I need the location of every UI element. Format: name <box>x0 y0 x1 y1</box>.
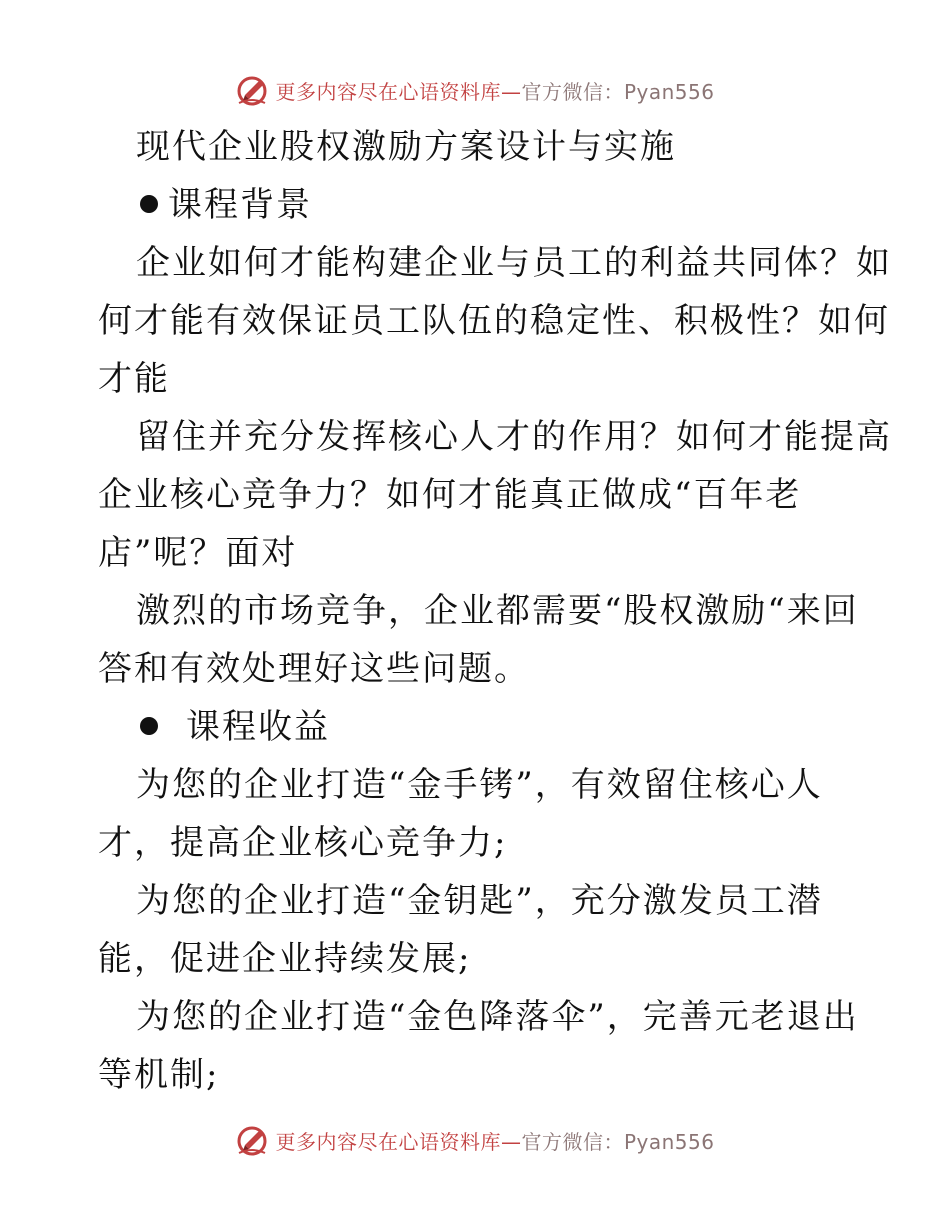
banner-content <box>235 1123 714 1157</box>
paragraph-line: 为您的企业打造“金色降落伞”，完善元老退出 <box>136 997 859 1037</box>
header-banner <box>0 70 950 110</box>
banner-text <box>275 1126 714 1155</box>
banner-wechat: 官方微信：Pyan556 <box>521 79 715 104</box>
paragraph-line: 等机制; <box>98 1055 220 1095</box>
banner-wechat: 官方微信：Pyan556 <box>521 1129 715 1154</box>
paragraph-line: 能，促进企业持续发展; <box>98 939 472 979</box>
section-heading-text: 课程背景 <box>168 185 312 225</box>
banner-text <box>275 76 714 105</box>
banner-title: 更多内容尽在心语资料库 <box>275 1129 501 1154</box>
paragraph-line: 留住并充分发挥核心人才的作用？如何才能提高 <box>136 417 892 457</box>
banner-dash: — <box>500 1129 522 1154</box>
section-heading-background <box>140 176 312 234</box>
paragraph-line: 才能 <box>98 359 170 399</box>
pen-logo-icon <box>235 73 269 107</box>
paragraph-line: 企业核心竞争力？如何才能真正做成“百年老 <box>98 475 802 515</box>
section-heading-benefits <box>140 698 330 756</box>
paragraph-line: 为您的企业打造“金钥匙”，充分激发员工潜 <box>136 881 823 921</box>
paragraph-line: 答和有效处理好这些问题。 <box>98 649 530 689</box>
section-heading-text: 课程收益 <box>186 707 330 747</box>
paragraph-line: 激烈的市场竞争，企业都需要“股权激励“来回 <box>136 591 859 631</box>
footer-banner <box>0 1120 950 1160</box>
banner-content <box>235 73 714 107</box>
banner-dash: — <box>500 79 522 104</box>
bullet-icon <box>140 717 158 735</box>
paragraph-line: 才，提高企业核心竞争力; <box>98 823 508 863</box>
paragraph-line: 为您的企业打造“金手铐”，有效留住核心人 <box>136 765 823 805</box>
paragraph-line: 企业如何才能构建企业与员工的利益共同体？如 <box>136 243 892 283</box>
paragraph-line: 店”呢？面对 <box>98 533 298 573</box>
paragraph-line: 何才能有效保证员工队伍的稳定性、积极性？如何 <box>98 301 890 341</box>
document-title: 现代企业股权激励方案设计与实施 <box>136 127 676 167</box>
bullet-icon <box>140 195 158 213</box>
banner-title: 更多内容尽在心语资料库 <box>275 79 501 104</box>
pen-logo-icon <box>235 1123 269 1157</box>
